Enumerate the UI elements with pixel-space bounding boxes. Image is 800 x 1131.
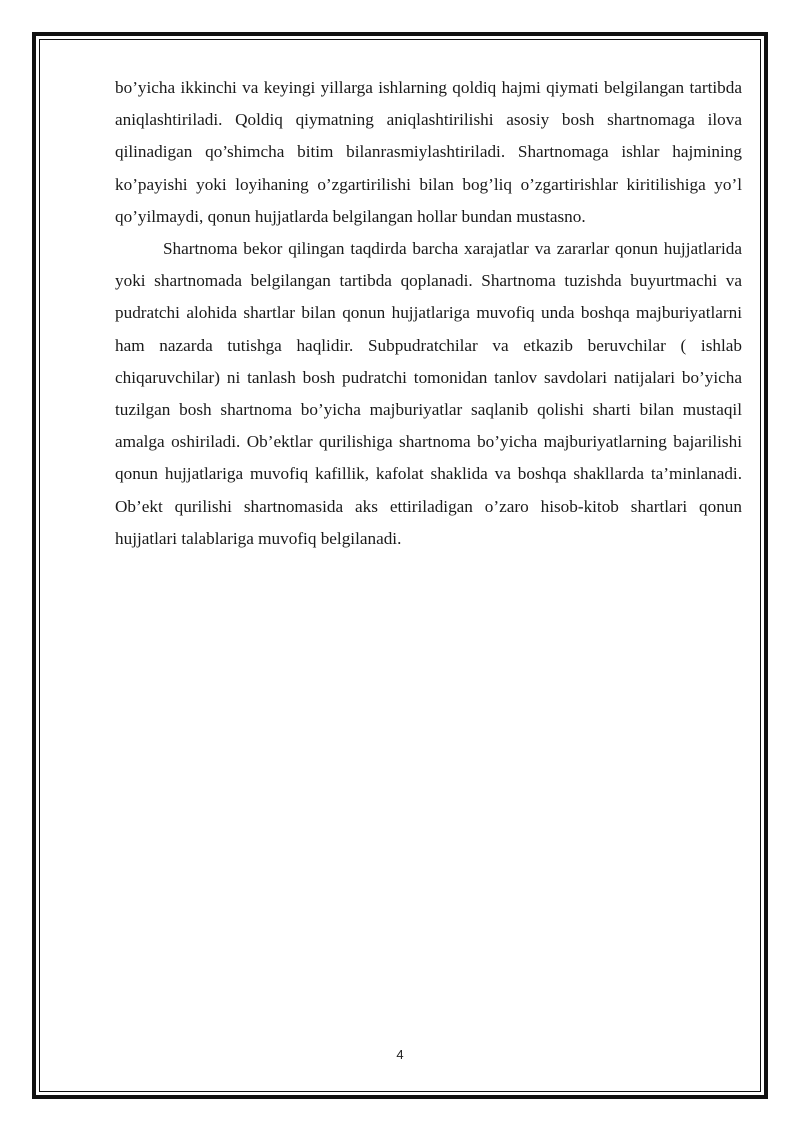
page-number: 4 — [396, 1047, 404, 1062]
paragraph-2: Shartnoma bekor qilingan taqdirda barcha xarajatlar va zararlar qonun hujjatlarida yoki shartnomada belgilangan tartibda qoplanadi. Shartnoma tuzishda buyurtmachi va pudratchi alohida shartlar bilan qonun hujjatlariga muvofiq unda boshqa majburiyatlarni ham nazarda tutishga haqlidir. Subpudratchilar va etkazib beruvchilar ( ishlab chiqaruvchilar) ni tanlash bosh pudratchi tomonidan tanlov savdolari natijalari bo’yicha tuzilgan bosh shartnoma bo’yicha majburiyatlar saqlanib qolishi sharti bilan mustaqil amalga oshiriladi. Ob’ektlar qurilishiga shartnoma bo’yicha majburiyatlarning bajarilishi qonun hujjatlariga muvofiq kafillik, kafolat shaklida va boshqa shakllarda ta’minlanadi. Ob’ekt qurilishi shartnomasida aks ettiriladigan o’zaro hisob-kitob shartlari qonun hujjatlari talablariga muvofiq belgilanadi. — [115, 239, 742, 548]
paragraph-1: bo’yicha ikkinchi va keyingi yillarga ishlarning qoldiq hajmi qiymati belgilangan tartibda aniqlashtiriladi. Qoldiq qiymatning aniqlashtirilishi asosiy bosh shartnomaga ilova qilinadigan qo’shimcha bitim bilanrasmiylashtiriladi. Shartnomaga ishlar hajmining ko’payishi yoki loyihaning o’zgartirilishi bilan bog’liq o’zgartirishlar kiritilishiga yo’l qo’yilmaydi, qonun hujjatlarda belgilangan hollar bundan mustasno. — [115, 78, 742, 226]
document-body — [115, 72, 742, 555]
